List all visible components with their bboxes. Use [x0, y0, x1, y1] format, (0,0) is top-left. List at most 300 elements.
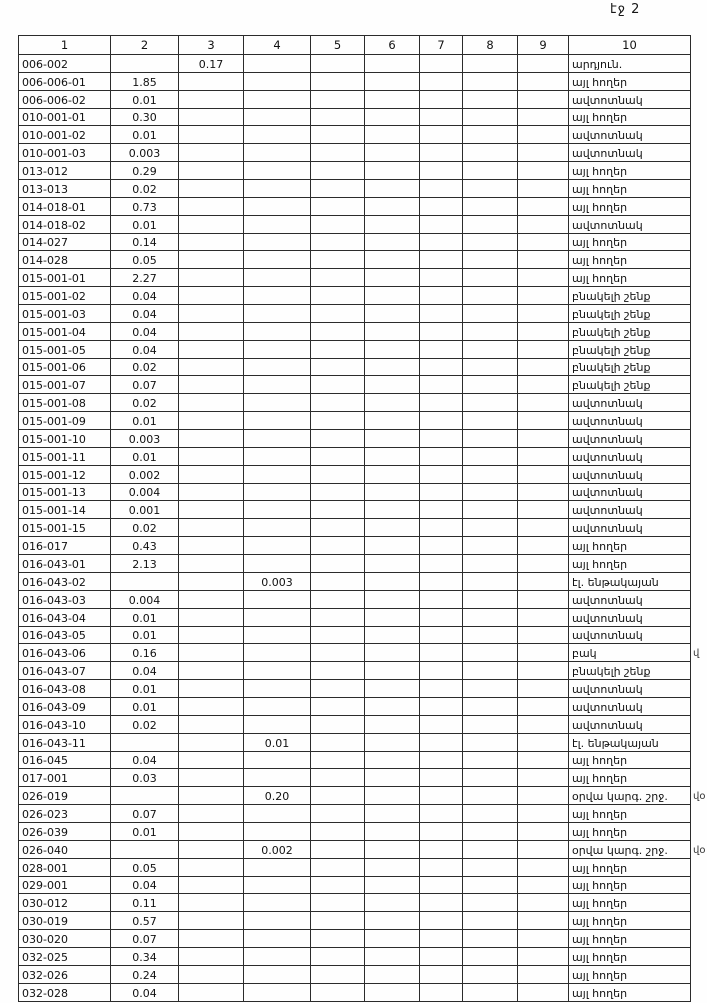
table-row — [19, 483, 691, 501]
col5-cell — [311, 358, 365, 376]
col6-cell — [365, 822, 420, 840]
col6-cell — [365, 983, 420, 1001]
col7-cell — [420, 72, 463, 90]
col9-cell — [518, 680, 569, 698]
table-row — [19, 930, 691, 948]
col2-value-cell: 0.07 — [111, 376, 179, 394]
row-code-cell: 015-001-08 — [19, 394, 111, 412]
col9-cell — [518, 108, 569, 126]
row-label-cell: ավտոտնակ — [569, 697, 691, 715]
col9-cell — [518, 626, 569, 644]
row-label-cell: այլ հողեր — [569, 537, 691, 555]
col7-cell — [420, 555, 463, 573]
col2-value-cell: 0.14 — [111, 233, 179, 251]
col3-value-cell — [179, 876, 244, 894]
col3-value-cell — [179, 912, 244, 930]
col3-value-cell — [179, 108, 244, 126]
row-code-cell: 032-028 — [19, 983, 111, 1001]
col6-cell — [365, 305, 420, 323]
table-row — [19, 430, 691, 448]
col8-cell — [463, 376, 518, 394]
col7-cell — [420, 197, 463, 215]
row-label-cell: էլ. ենթակայան — [569, 733, 691, 751]
row-code-cell: 016-043-03 — [19, 590, 111, 608]
col2-value-cell: 0.02 — [111, 519, 179, 537]
col6-cell — [365, 197, 420, 215]
row-code-cell: 015-001-03 — [19, 305, 111, 323]
column-header: 4 — [244, 36, 311, 55]
row-label-cell: այլ հողեր — [569, 876, 691, 894]
col7-cell — [420, 876, 463, 894]
col7-cell — [420, 840, 463, 858]
col6-cell — [365, 269, 420, 287]
row-label-cell: ավտոտնակ — [569, 680, 691, 698]
column-header: 7 — [420, 36, 463, 55]
table-row — [19, 108, 691, 126]
col4-value-cell: 0.003 — [244, 572, 311, 590]
table-row — [19, 805, 691, 823]
row-code-cell: 006-006-01 — [19, 72, 111, 90]
col6-cell — [365, 465, 420, 483]
col4-value-cell — [244, 644, 311, 662]
col3-value-cell — [179, 769, 244, 787]
col5-cell — [311, 340, 365, 358]
col3-value-cell — [179, 251, 244, 269]
col9-cell — [518, 697, 569, 715]
col7-cell — [420, 233, 463, 251]
col8-cell — [463, 251, 518, 269]
col2-value-cell: 0.01 — [111, 126, 179, 144]
col4-value-cell — [244, 608, 311, 626]
col6-cell — [365, 680, 420, 698]
row-label-cell: ավտոտնակ — [569, 483, 691, 501]
col7-cell — [420, 608, 463, 626]
col6-cell — [365, 233, 420, 251]
col5-cell — [311, 108, 365, 126]
row-code-cell: 032-025 — [19, 947, 111, 965]
column-header: 3 — [179, 36, 244, 55]
row-label-cell: այլ հողեր — [569, 894, 691, 912]
col4-value-cell — [244, 215, 311, 233]
row-label-cell: այլ հողեր — [569, 72, 691, 90]
col3-value-cell — [179, 483, 244, 501]
col2-value-cell: 0.004 — [111, 590, 179, 608]
col8-cell — [463, 180, 518, 198]
col5-cell — [311, 447, 365, 465]
col3-value-cell — [179, 894, 244, 912]
col7-cell — [420, 912, 463, 930]
row-code-cell: 016-043-11 — [19, 733, 111, 751]
row-code-cell: 014-027 — [19, 233, 111, 251]
row-code-cell: 016-043-09 — [19, 697, 111, 715]
col8-cell — [463, 733, 518, 751]
col3-value-cell — [179, 180, 244, 198]
col9-cell — [518, 447, 569, 465]
col5-cell — [311, 840, 365, 858]
col3-value-cell — [179, 269, 244, 287]
row-label-cell: ավտոտնակ — [569, 465, 691, 483]
col9-cell — [518, 483, 569, 501]
row-label-cell: ավտոտնակ — [569, 626, 691, 644]
col7-cell — [420, 947, 463, 965]
col9-cell — [518, 162, 569, 180]
table-row — [19, 626, 691, 644]
row-label-cell: արդյուն. — [569, 55, 691, 73]
row-label-cell: այլ հողեր — [569, 930, 691, 948]
col5-cell — [311, 251, 365, 269]
col5-cell — [311, 430, 365, 448]
col2-value-cell: 0.01 — [111, 215, 179, 233]
row-label-cell: այլ հողեր — [569, 983, 691, 1001]
table-row — [19, 180, 691, 198]
table-row — [19, 894, 691, 912]
column-header: 9 — [518, 36, 569, 55]
col2-value-cell: 0.07 — [111, 805, 179, 823]
col4-value-cell — [244, 537, 311, 555]
column-header: 1 — [19, 36, 111, 55]
col3-value-cell — [179, 965, 244, 983]
col4-value-cell — [244, 430, 311, 448]
row-label-cell: ավտոտնակ — [569, 90, 691, 108]
col2-value-cell: 0.04 — [111, 287, 179, 305]
col2-value-cell: 0.004 — [111, 483, 179, 501]
row-code-cell: 026-040 — [19, 840, 111, 858]
col9-cell — [518, 412, 569, 430]
table-row — [19, 662, 691, 680]
col3-value-cell — [179, 501, 244, 519]
col4-value-cell: 0.01 — [244, 733, 311, 751]
row-code-cell: 015-001-04 — [19, 322, 111, 340]
col2-value-cell: 0.57 — [111, 912, 179, 930]
col8-cell — [463, 126, 518, 144]
row-code-cell: 015-001-09 — [19, 412, 111, 430]
col7-cell — [420, 376, 463, 394]
col8-cell — [463, 465, 518, 483]
row-label-cell: ավտոտնակ — [569, 144, 691, 162]
col2-value-cell: 0.34 — [111, 947, 179, 965]
col9-cell — [518, 233, 569, 251]
col2-value-cell: 1.85 — [111, 72, 179, 90]
col5-cell — [311, 394, 365, 412]
col6-cell — [365, 251, 420, 269]
col9-cell — [518, 840, 569, 858]
col4-value-cell — [244, 180, 311, 198]
col7-cell — [420, 715, 463, 733]
col9-cell — [518, 662, 569, 680]
col2-value-cell: 0.01 — [111, 608, 179, 626]
table-row — [19, 715, 691, 733]
col3-value-cell — [179, 715, 244, 733]
table-row — [19, 90, 691, 108]
col5-cell — [311, 947, 365, 965]
col4-value-cell — [244, 555, 311, 573]
col9-cell — [518, 965, 569, 983]
col9-cell — [518, 340, 569, 358]
col5-cell — [311, 144, 365, 162]
col9-cell — [518, 251, 569, 269]
col2-value-cell: 0.01 — [111, 680, 179, 698]
col6-cell — [365, 733, 420, 751]
col8-cell — [463, 805, 518, 823]
row-label-cell: օրվա կարգ. շրջ. — [569, 840, 691, 858]
col5-cell — [311, 90, 365, 108]
row-code-cell: 015-001-15 — [19, 519, 111, 537]
row-code-cell: 014-028 — [19, 251, 111, 269]
col5-cell — [311, 965, 365, 983]
col4-value-cell — [244, 72, 311, 90]
row-label-cell: այլ հողեր — [569, 947, 691, 965]
row-code-cell: 015-001-02 — [19, 287, 111, 305]
table-row — [19, 519, 691, 537]
table-row — [19, 144, 691, 162]
col5-cell — [311, 590, 365, 608]
col6-cell — [365, 322, 420, 340]
col9-cell — [518, 55, 569, 73]
col8-cell — [463, 358, 518, 376]
table-row — [19, 126, 691, 144]
col7-cell — [420, 787, 463, 805]
col7-cell — [420, 894, 463, 912]
table-row — [19, 769, 691, 787]
row-code-cell: 014-018-01 — [19, 197, 111, 215]
col7-cell — [420, 930, 463, 948]
row-label-cell: այլ հողեր — [569, 108, 691, 126]
col3-value-cell — [179, 162, 244, 180]
col4-value-cell: 0.002 — [244, 840, 311, 858]
col3-value-cell — [179, 412, 244, 430]
col8-cell — [463, 626, 518, 644]
col6-cell — [365, 840, 420, 858]
row-code-cell: 028-001 — [19, 858, 111, 876]
col5-cell — [311, 572, 365, 590]
col7-cell — [420, 394, 463, 412]
col2-value-cell: 0.43 — [111, 537, 179, 555]
col9-cell — [518, 537, 569, 555]
col3-value-cell — [179, 144, 244, 162]
handwritten-margin-mark: վ — [693, 648, 700, 660]
col2-value-cell — [111, 787, 179, 805]
row-code-cell: 030-012 — [19, 894, 111, 912]
col7-cell — [420, 572, 463, 590]
col6-cell — [365, 215, 420, 233]
row-label-cell: այլ հողեր — [569, 822, 691, 840]
row-label-cell: օրվա կարգ. շրջ. — [569, 787, 691, 805]
col6-cell — [365, 358, 420, 376]
col9-cell — [518, 180, 569, 198]
col9-cell — [518, 715, 569, 733]
col6-cell — [365, 912, 420, 930]
col2-value-cell — [111, 733, 179, 751]
col8-cell — [463, 858, 518, 876]
col6-cell — [365, 769, 420, 787]
table-row — [19, 644, 691, 662]
col8-cell — [463, 662, 518, 680]
col5-cell — [311, 680, 365, 698]
col4-value-cell — [244, 394, 311, 412]
row-label-cell: ավտոտնակ — [569, 501, 691, 519]
col5-cell — [311, 483, 365, 501]
row-code-cell: 006-006-02 — [19, 90, 111, 108]
col9-cell — [518, 733, 569, 751]
row-label-cell: բնակելի շենք — [569, 305, 691, 323]
col8-cell — [463, 215, 518, 233]
col5-cell — [311, 269, 365, 287]
col7-cell — [420, 662, 463, 680]
col5-cell — [311, 983, 365, 1001]
land-register-table — [18, 35, 691, 1002]
col8-cell — [463, 72, 518, 90]
col3-value-cell — [179, 376, 244, 394]
col5-cell — [311, 555, 365, 573]
row-code-cell: 015-001-12 — [19, 465, 111, 483]
col7-cell — [420, 412, 463, 430]
col3-value-cell — [179, 608, 244, 626]
row-label-cell: այլ հողեր — [569, 555, 691, 573]
col8-cell — [463, 751, 518, 769]
col3-value-cell — [179, 680, 244, 698]
col8-cell — [463, 787, 518, 805]
row-label-cell: էլ. ենթակայան — [569, 572, 691, 590]
col4-value-cell — [244, 269, 311, 287]
col3-value-cell — [179, 787, 244, 805]
col4-value-cell — [244, 501, 311, 519]
col8-cell — [463, 930, 518, 948]
row-code-cell: 016-017 — [19, 537, 111, 555]
table-row — [19, 465, 691, 483]
col6-cell — [365, 590, 420, 608]
col3-value-cell — [179, 572, 244, 590]
col8-cell — [463, 519, 518, 537]
col4-value-cell — [244, 947, 311, 965]
col2-value-cell: 0.01 — [111, 447, 179, 465]
col9-cell — [518, 305, 569, 323]
col4-value-cell — [244, 715, 311, 733]
col5-cell — [311, 180, 365, 198]
table-row — [19, 537, 691, 555]
col3-value-cell — [179, 644, 244, 662]
row-label-cell: ավտոտնակ — [569, 608, 691, 626]
col6-cell — [365, 555, 420, 573]
col8-cell — [463, 983, 518, 1001]
col8-cell — [463, 947, 518, 965]
col9-cell — [518, 358, 569, 376]
col5-cell — [311, 858, 365, 876]
col6-cell — [365, 947, 420, 965]
col3-value-cell — [179, 822, 244, 840]
col8-cell — [463, 197, 518, 215]
col3-value-cell — [179, 697, 244, 715]
col2-value-cell — [111, 55, 179, 73]
col5-cell — [311, 644, 365, 662]
row-label-cell: այլ հողեր — [569, 769, 691, 787]
table-row — [19, 751, 691, 769]
col3-value-cell — [179, 465, 244, 483]
col7-cell — [420, 287, 463, 305]
col3-value-cell: 0.17 — [179, 55, 244, 73]
col9-cell — [518, 430, 569, 448]
col8-cell — [463, 501, 518, 519]
col8-cell — [463, 912, 518, 930]
col8-cell — [463, 447, 518, 465]
row-label-cell: ավտոտնակ — [569, 412, 691, 430]
col2-value-cell — [111, 572, 179, 590]
col6-cell — [365, 340, 420, 358]
col2-value-cell: 0.002 — [111, 465, 179, 483]
col7-cell — [420, 358, 463, 376]
row-code-cell: 016-043-08 — [19, 680, 111, 698]
column-header: 2 — [111, 36, 179, 55]
col5-cell — [311, 162, 365, 180]
row-code-cell: 015-001-06 — [19, 358, 111, 376]
col5-cell — [311, 912, 365, 930]
col9-cell — [518, 822, 569, 840]
col7-cell — [420, 965, 463, 983]
page-number-label: էջ 2 — [610, 2, 641, 17]
row-label-cell: այլ հողեր — [569, 751, 691, 769]
col5-cell — [311, 626, 365, 644]
col8-cell — [463, 108, 518, 126]
col2-value-cell: 0.29 — [111, 162, 179, 180]
table-row — [19, 876, 691, 894]
col4-value-cell — [244, 769, 311, 787]
col6-cell — [365, 572, 420, 590]
col9-cell — [518, 590, 569, 608]
col7-cell — [420, 215, 463, 233]
row-code-cell: 016-043-10 — [19, 715, 111, 733]
col7-cell — [420, 126, 463, 144]
row-code-cell: 013-012 — [19, 162, 111, 180]
col2-value-cell — [111, 840, 179, 858]
col4-value-cell — [244, 912, 311, 930]
col2-value-cell: 0.003 — [111, 144, 179, 162]
col4-value-cell — [244, 376, 311, 394]
row-code-cell: 015-001-11 — [19, 447, 111, 465]
table-row — [19, 501, 691, 519]
col3-value-cell — [179, 90, 244, 108]
col4-value-cell — [244, 983, 311, 1001]
col4-value-cell — [244, 805, 311, 823]
col3-value-cell — [179, 430, 244, 448]
col4-value-cell — [244, 108, 311, 126]
col4-value-cell — [244, 858, 311, 876]
row-code-cell: 015-001-01 — [19, 269, 111, 287]
col6-cell — [365, 108, 420, 126]
col3-value-cell — [179, 197, 244, 215]
col7-cell — [420, 162, 463, 180]
col4-value-cell — [244, 465, 311, 483]
table-row — [19, 947, 691, 965]
col4-value-cell — [244, 251, 311, 269]
col6-cell — [365, 858, 420, 876]
table-row — [19, 840, 691, 858]
col2-value-cell: 0.04 — [111, 340, 179, 358]
row-label-cell: այլ հողեր — [569, 251, 691, 269]
table-row — [19, 233, 691, 251]
col4-value-cell — [244, 930, 311, 948]
col9-cell — [518, 90, 569, 108]
row-label-cell: ավտոտնակ — [569, 519, 691, 537]
col5-cell — [311, 608, 365, 626]
col8-cell — [463, 269, 518, 287]
table-row — [19, 394, 691, 412]
row-code-cell: 016-043-05 — [19, 626, 111, 644]
col6-cell — [365, 55, 420, 73]
col3-value-cell — [179, 394, 244, 412]
col4-value-cell — [244, 447, 311, 465]
table-row — [19, 251, 691, 269]
col5-cell — [311, 930, 365, 948]
row-label-cell: բակ — [569, 644, 691, 662]
